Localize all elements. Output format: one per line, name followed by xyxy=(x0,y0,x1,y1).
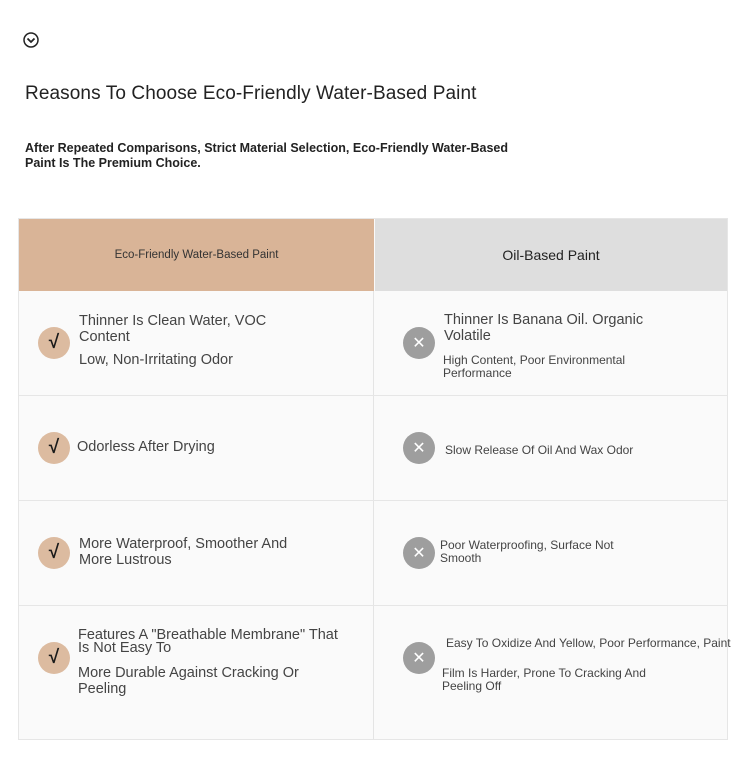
row4-right-line1: Easy To Oxidize And Yellow, Poor Performance, Paint xyxy=(446,636,731,650)
row2-left-line1: Odorless After Drying xyxy=(77,439,215,455)
page-subtitle: After Repeated Comparisons, Strict Material Selection, Eco-Friendly Water-Based Paint Is The Premium Choice. xyxy=(25,141,508,170)
header-oil-based: Oil-Based Paint xyxy=(375,219,727,291)
check-icon: √ xyxy=(38,432,70,464)
cross-icon: ✕ xyxy=(403,327,435,359)
row4-left-line1: Features A "Breathable Membrane" That Is Not Easy To xyxy=(78,627,338,656)
column-divider xyxy=(373,291,374,739)
cross-icon: ✕ xyxy=(403,432,435,464)
row1-right-line2: High Content, Poor Environmental Performance xyxy=(443,353,626,380)
row1-left-line2: Low, Non-Irritating Odor xyxy=(79,352,233,368)
row-divider xyxy=(19,605,727,606)
cross-icon: ✕ xyxy=(403,537,435,569)
check-icon: √ xyxy=(38,642,70,674)
page-title: Reasons To Choose Eco-Friendly Water-Based Paint xyxy=(25,83,477,104)
row-divider xyxy=(19,395,727,396)
row2-right-line1: Slow Release Of Oil And Wax Odor xyxy=(445,443,634,457)
row-divider xyxy=(19,500,727,501)
row1-left-line1: Thinner Is Clean Water, VOC Content xyxy=(79,313,267,345)
check-icon: √ xyxy=(38,327,70,359)
chevron-down-circle-icon[interactable] xyxy=(23,32,39,48)
header-water-based: Eco-Friendly Water-Based Paint xyxy=(19,219,374,291)
check-icon: √ xyxy=(38,537,70,569)
comparison-table xyxy=(18,218,731,740)
row4-right-line2: Film Is Harder, Prone To Cracking And Peeling Off xyxy=(442,666,646,693)
cross-icon: ✕ xyxy=(403,642,435,674)
row3-left-line1: More Waterproof, Smoother And More Lustrous xyxy=(79,536,288,568)
row4-left-line2: More Durable Against Cracking Or Peeling xyxy=(78,665,299,697)
row3-right-line1: Poor Waterproofing, Surface Not Smooth xyxy=(440,538,614,565)
row1-right-line1: Thinner Is Banana Oil. Organic Volatile xyxy=(444,312,644,344)
